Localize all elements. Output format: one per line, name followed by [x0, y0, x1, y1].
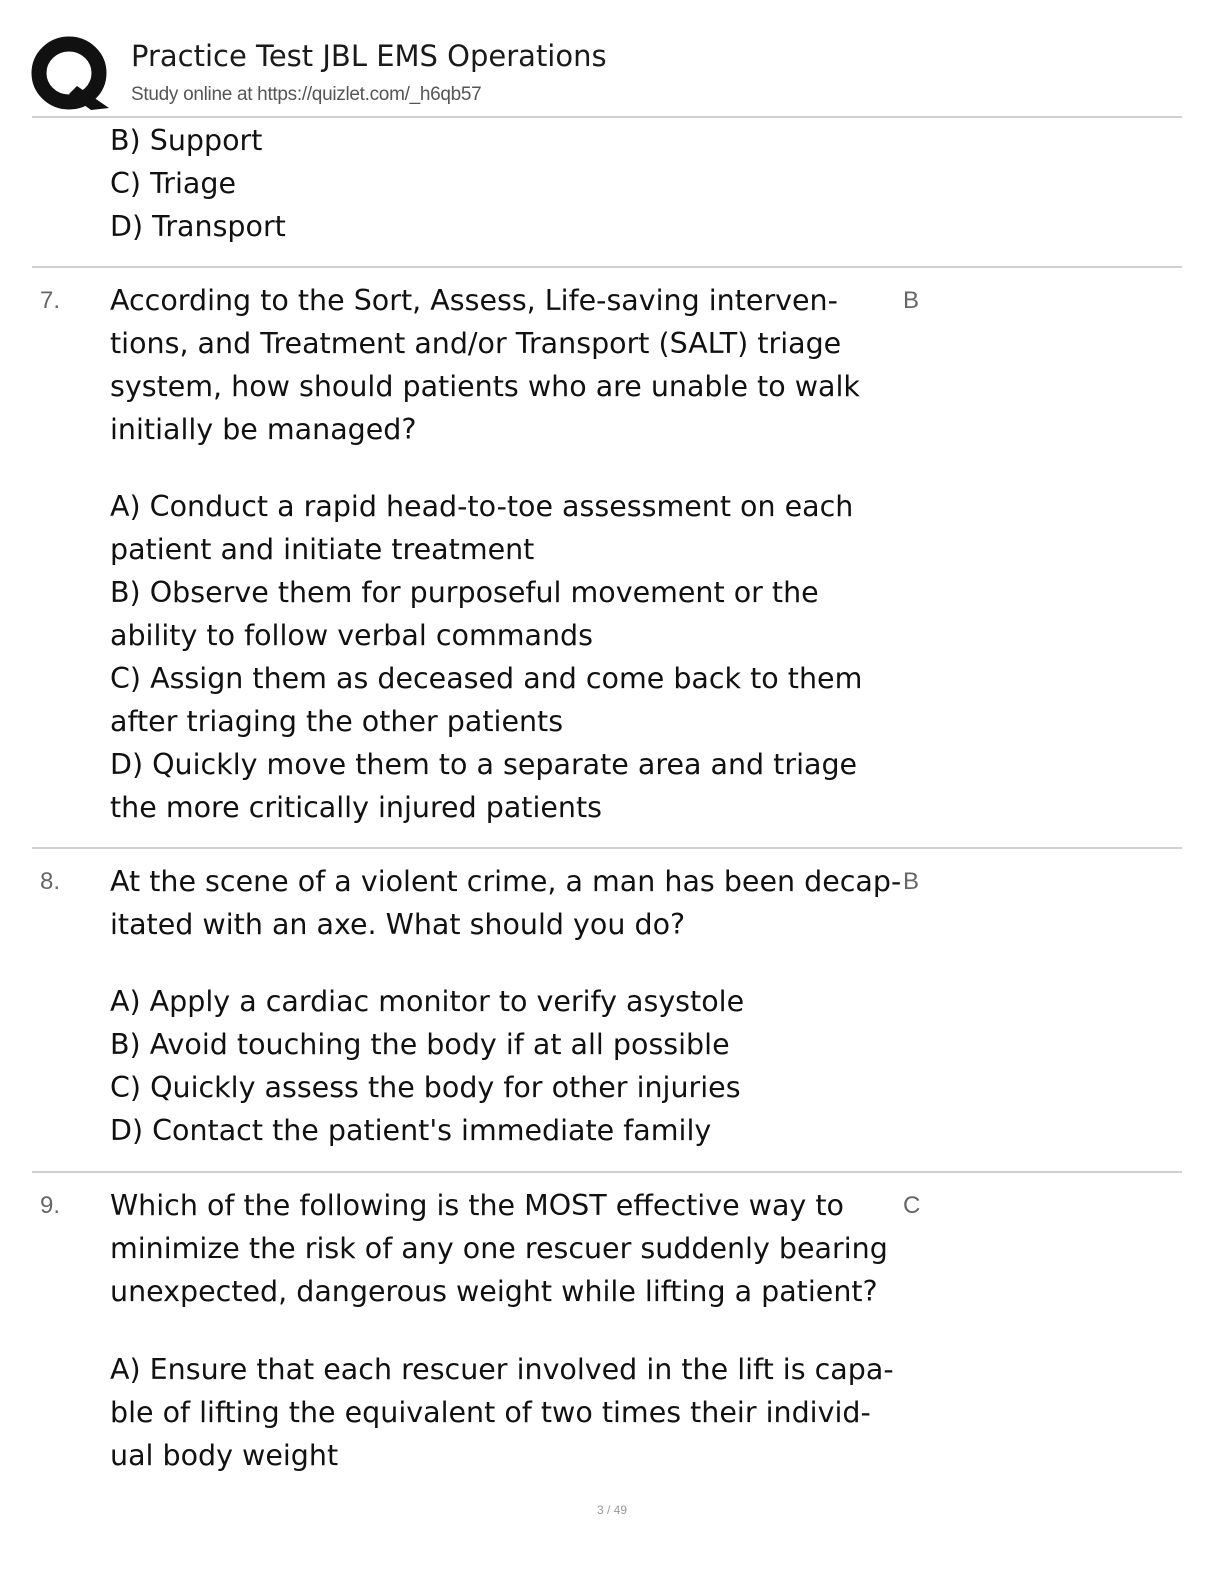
question-line: According to the Sort, Assess, Life-saving interven- [110, 284, 838, 317]
continued-options [110, 119, 910, 248]
option-line: the more critically injured patients [110, 791, 603, 824]
option-line: ability to follow verbal commands [110, 619, 593, 652]
option-line: D) Quickly move them to a separate area and triage [110, 748, 858, 781]
question-divider [32, 847, 1182, 849]
option-line: C) Quickly assess the body for other injuries [110, 1071, 741, 1104]
question-divider [32, 1171, 1182, 1173]
question-line: system, how should patients who are unable to walk [110, 370, 860, 403]
page-title: Practice Test JBL EMS Operations [131, 39, 607, 73]
answer-key: B [903, 868, 920, 895]
question-line: minimize the risk of any one rescuer suddenly bearing [110, 1232, 888, 1265]
option-line: ual body weight [110, 1439, 339, 1472]
question-number: 9. [40, 1192, 61, 1219]
answer-key: C [903, 1192, 921, 1219]
question-line: At the scene of a violent crime, a man has been decap- [110, 865, 902, 898]
question-line: Which of the following is the MOST effective way to [110, 1189, 844, 1222]
option-line: after triaging the other patients [110, 705, 564, 738]
answer-options [110, 1348, 910, 1477]
answer-options [110, 980, 910, 1152]
question-line: itated with an axe. What should you do? [110, 908, 686, 941]
option-line: A) Conduct a rapid head-to-toe assessment on each [110, 490, 854, 523]
question-text [110, 1184, 910, 1313]
page-number: 3 / 49 [596, 1503, 628, 1517]
question-number: 7. [40, 287, 61, 314]
question-number: 8. [40, 868, 61, 895]
question-line: initially be managed? [110, 413, 417, 446]
question-line: tions, and Treatment and/or Transport (SALT) triage [110, 327, 842, 360]
option-line: patient and initiate treatment [110, 533, 535, 566]
option-line: B) Observe them for purposeful movement or the [110, 576, 819, 609]
option-line: A) Apply a cardiac monitor to verify asystole [110, 985, 745, 1018]
question-divider [32, 266, 1182, 268]
option-line: B) Avoid touching the body if at all possible [110, 1028, 730, 1061]
question-text [110, 279, 910, 451]
question-line: unexpected, dangerous weight while lifting a patient? [110, 1275, 878, 1308]
option-line: ble of lifting the equivalent of two times their individ- [110, 1396, 871, 1429]
answer-key: B [903, 287, 920, 314]
option-line: B) Support [110, 124, 263, 157]
header-divider [32, 116, 1182, 118]
option-line: C) Assign them as deceased and come back to them [110, 662, 863, 695]
answer-options [110, 485, 910, 829]
page-header [0, 0, 1224, 118]
option-line: D) Contact the patient's immediate family [110, 1114, 712, 1147]
study-online-link[interactable]: Study online at https://quizlet.com/_h6qb57 [131, 84, 482, 105]
option-line: D) Transport [110, 210, 286, 243]
option-line: A) Ensure that each rescuer involved in the lift is capa- [110, 1353, 894, 1386]
option-line: C) Triage [110, 167, 237, 200]
quizlet-logo-icon [31, 36, 111, 112]
question-text [110, 860, 910, 946]
